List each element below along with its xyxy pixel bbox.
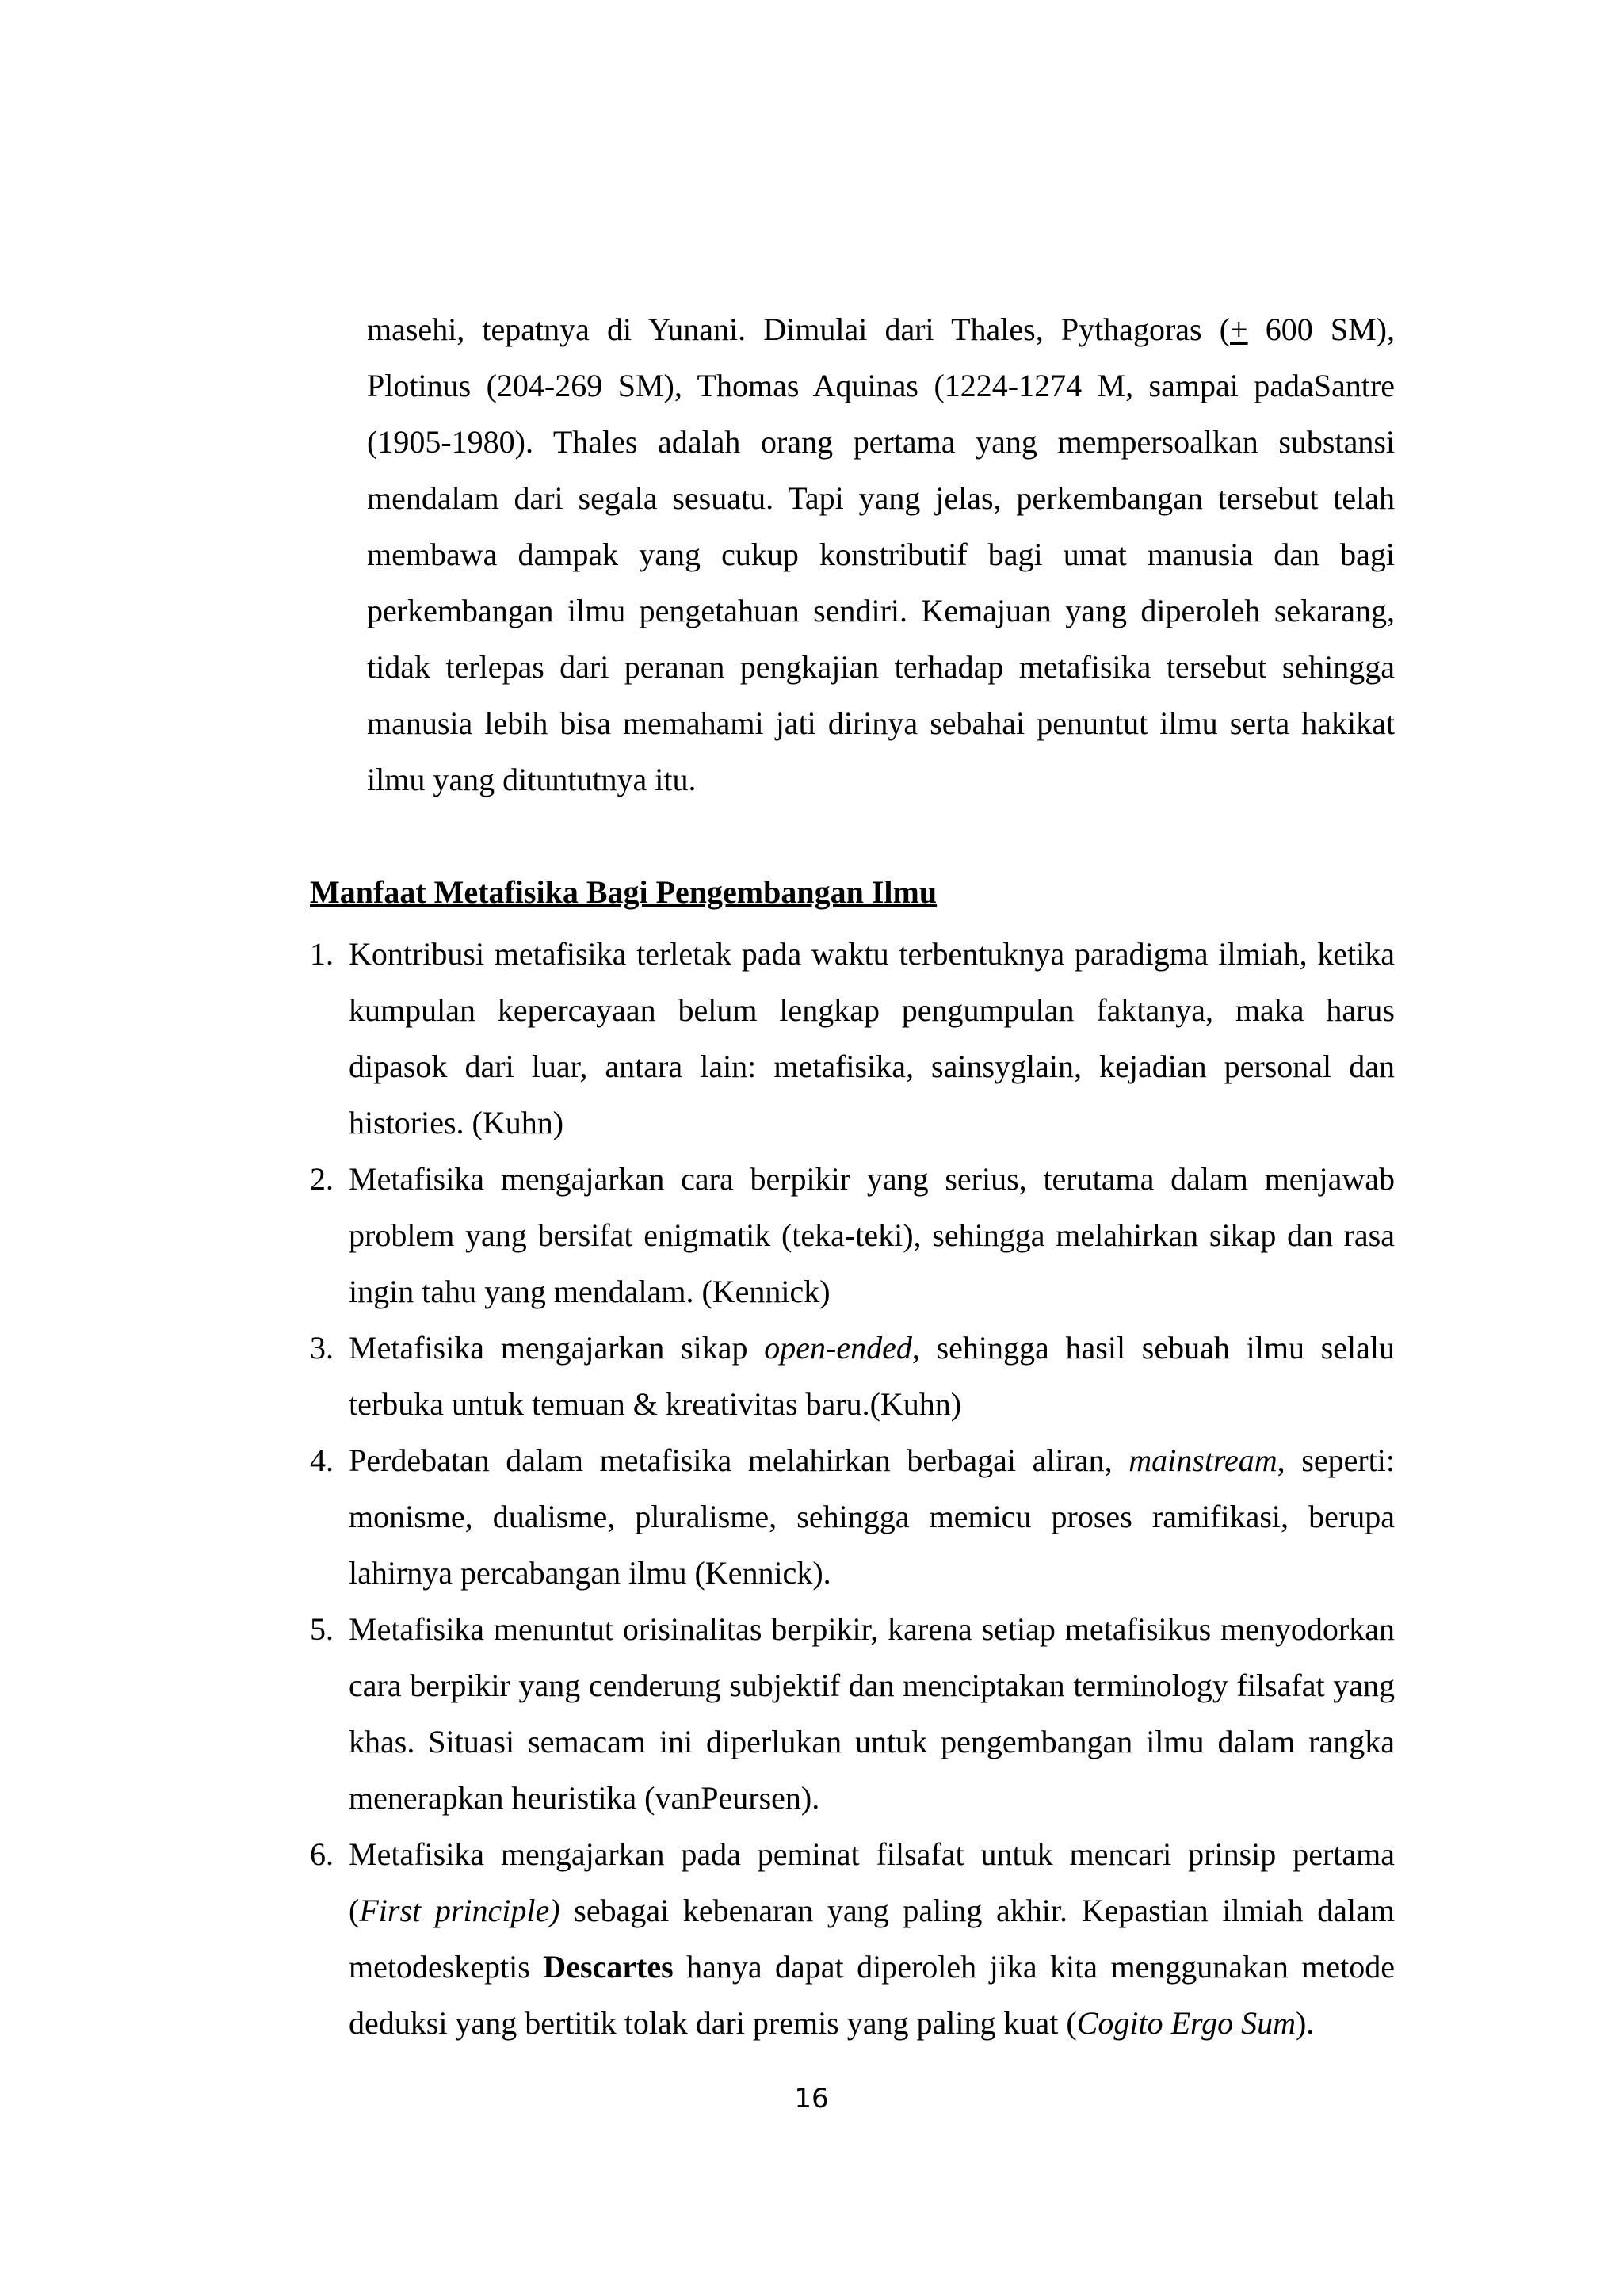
list-item-emphasis: open-ended xyxy=(764,1330,912,1366)
list-item-emphasis: First principle) xyxy=(359,1893,560,1928)
list-item xyxy=(310,1151,1395,1320)
list-item-emphasis: mainstream xyxy=(1128,1442,1277,1478)
page-number: 16 xyxy=(794,2083,829,2115)
list-item xyxy=(310,1320,1395,1432)
intro-text-part1: masehi, tepatnya di Yunani. Dimulai dari Thales, Pythagoras ( xyxy=(367,311,1231,347)
list-item-text: Metafisika mengajarkan sikap xyxy=(349,1330,765,1366)
list-item-text: Metafisika menuntut orisinalitas berpikir, karena setiap metafisikus menyodorkan cara berpikir yang cenderung subjektif dan menciptakan terminology filsafat yang khas. Situasi semacam ini diperlukan untuk pengembangan ilmu dalam rangka menerapkan heuristika (vanPeursen). xyxy=(349,1611,1395,1816)
list-item-text: Perdebatan dalam metafisika melahirkan berbagai aliran, xyxy=(349,1442,1129,1478)
list-item-bold: Descartes xyxy=(543,1949,674,1985)
benefits-list xyxy=(310,926,1395,2051)
list-item-text: Metafisika mengajarkan pada peminat filsafat untuk mencari prinsip pertama ( xyxy=(349,1836,1395,1928)
list-item-number: 2. xyxy=(310,1161,334,1197)
list-item-text: , seperti: monisme, dualisme, pluralisme, sehingga memicu proses ramifikasi, berupa lahirnya percabangan ilmu (Kennick). xyxy=(349,1442,1395,1591)
list-item-number: 5. xyxy=(310,1611,334,1647)
list-item-number: 6. xyxy=(310,1836,334,1872)
list-item xyxy=(310,1601,1395,1826)
plus-minus-symbol: + xyxy=(1230,311,1248,347)
list-item xyxy=(310,926,1395,1151)
list-item-text: ). xyxy=(1295,2005,1315,2041)
list-item-text: Kontribusi metafisika terletak pada waktu terbentuknya paradigma ilmiah, ketika kumpulan kepercayaan belum lengkap pengumpulan faktanya, maka harus dipasok dari luar, antara lain: metafisika, sainsyglain, kejadian personal dan histories. (Kuhn) xyxy=(349,936,1395,1140)
list-item-text: Metafisika mengajarkan cara berpikir yang serius, terutama dalam menjawab problem yang bersifat enigmatik (teka-teki), sehingga melahirkan sikap dan rasa ingin tahu yang mendalam. (Kennick) xyxy=(349,1161,1395,1309)
section-heading: Manfaat Metafisika Bagi Pengembangan Ilmu xyxy=(310,874,938,910)
list-item xyxy=(310,1432,1395,1601)
list-item-number: 1. xyxy=(310,936,334,972)
list-item-text: hanya dapat diperoleh jika kita menggunakan metode deduksi yang bertitik tolak dari premis yang paling kuat ( xyxy=(349,1949,1395,2041)
intro-text-part2: 600 SM), Plotinus (204-269 SM), Thomas Aquinas (1224-1274 M, sampai padaSantre (1905-1980). Thales adalah orang pertama yang mempersoalkan substansi mendalam dari segala sesuatu. Tapi yang jelas, perkembangan tersebut telah membawa dampak yang cukup konstributif bagi umat manusia dan bagi perkembangan ilmu pengetahuan sendiri. Kemajuan yang diperoleh sekarang, tidak terlepas dari peranan pengkajian terhadap metafisika tersebut sehingga manusia lebih bisa memahami jati dirinya sebahai penuntut ilmu serta hakikat ilmu yang dituntutnya itu. xyxy=(367,311,1395,797)
list-item-text: , sehingga hasil sebuah ilmu selalu terbuka untuk temuan & kreativitas baru.(Kuhn) xyxy=(349,1330,1395,1422)
list-item xyxy=(310,1826,1395,2051)
list-item-number: 4. xyxy=(310,1442,334,1478)
intro-paragraph xyxy=(367,301,1395,808)
list-item-number: 3. xyxy=(310,1330,334,1366)
list-item-text: sebagai kebenaran yang paling akhir. Kepastian ilmiah dalam metodeskeptis xyxy=(349,1893,1396,1985)
list-item-emphasis: Cogito Ergo Sum xyxy=(1076,2005,1296,2041)
